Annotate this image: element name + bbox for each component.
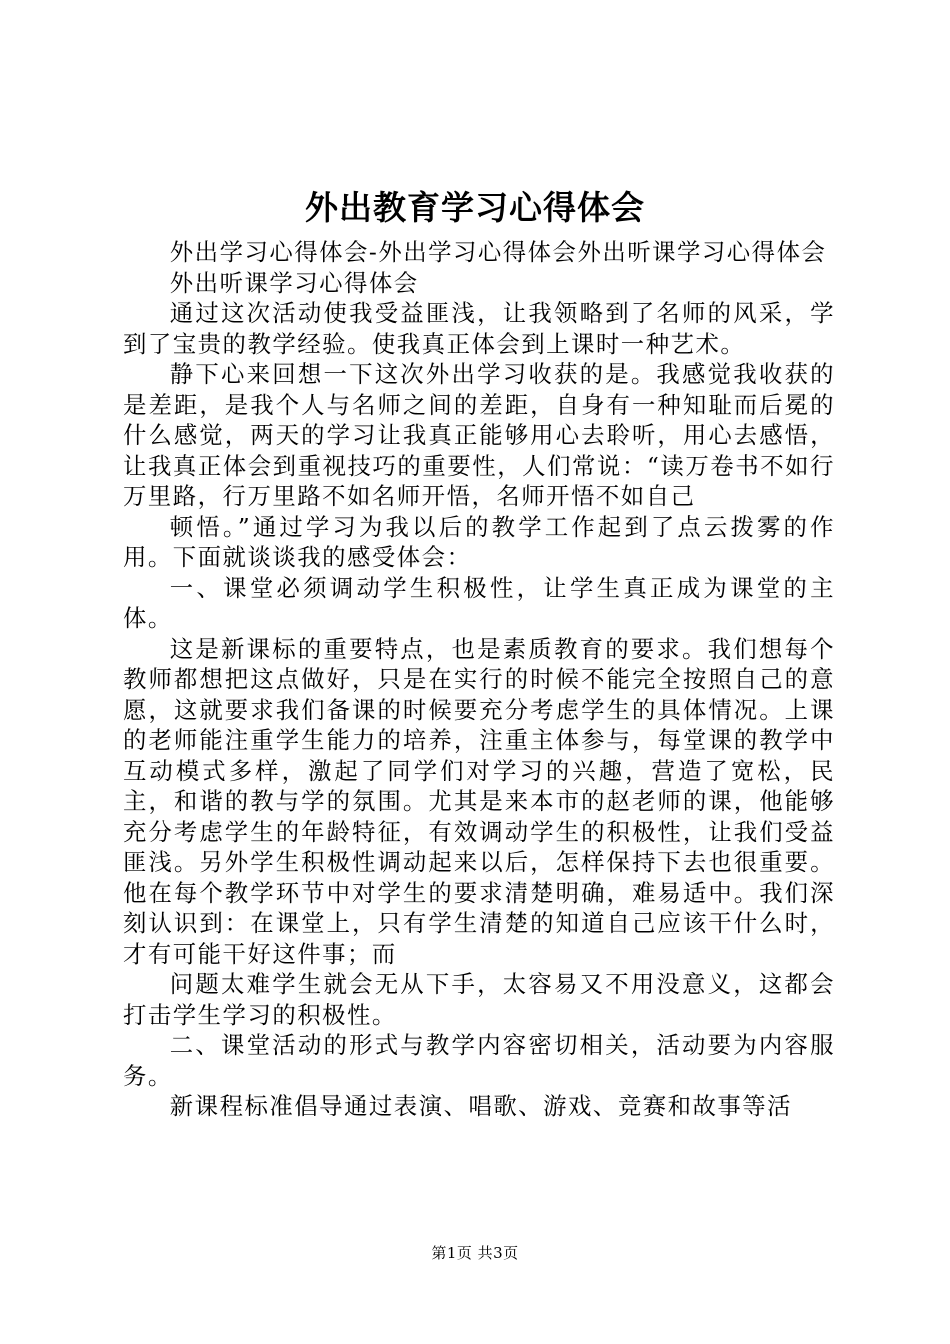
paragraph: 通过这次活动使我受益匪浅，让我领略到了名师的风采，学到了宝贵的教学经验。使我真正体会到上课时一种艺术。 — [123, 299, 835, 358]
paragraph: 一、课堂必须调动学生积极性，让学生真正成为课堂的主体。 — [123, 573, 835, 632]
paragraph: 静下心来回想一下这次外出学习收获的是。我感觉我收获的是差距，是我个人与名师之间的差距，自身有一种知耻而后冕的什么感觉，两天的学习让我真正能够用心去聆听，用心去感悟，让我真正体会到重视技巧的重要性，人们常说：“读万卷书不如行万里路，行万里路不如名师开悟，名师开悟不如自己 — [123, 360, 835, 510]
paragraph: 外出听课学习心得体会 — [169, 268, 419, 297]
paragraph: 顿悟。”通过学习为我以后的教学工作起到了点云拨雾的作用。下面就谈谈我的感受体会： — [123, 512, 835, 571]
document-body — [123, 237, 835, 1122]
paragraph: 问题太难学生就会无从下手，太容易又不用没意义，这都会打击学生学习的积极性。 — [123, 970, 835, 1029]
paragraph: 二、课堂活动的形式与教学内容密切相关，活动要为内容服务。 — [123, 1031, 835, 1090]
paragraph: 新课程标准倡导通过表演、唱歌、游戏、竞赛和故事等活 — [169, 1092, 793, 1120]
page-footer: 第1页 共3页 — [431, 1244, 519, 1262]
paragraph: 这是新课标的重要特点，也是素质教育的要求。我们想每个教师都想把这点做好，只是在实行的时候不能完全按照自己的意愿，这就要求我们备课的时候要充分考虑学生的具体情况。上课的老师能注重学生能力的培养，注重主体参与，每堂课的教学中互动模式多样，激起了同学们对学习的兴趣，营造了宽松，民主，和谐的教与学的氛围。尤其是来本市的赵老师的课，他能够充分考虑学生的年龄特征，有效调动学生的积极性，让我们受益匪浅。另外学生积极性调动起来以后，怎样保持下去也很重要。他在每个教学环节中对学生的要求清楚明确，难易适中。我们深刻认识到：在课堂上，只有学生清楚的知道自己应该干什么时，才有可能干好这件事；而 — [123, 634, 835, 968]
paragraph: 外出学习心得体会-外出学习心得体会外出听课学习心得体会 — [169, 238, 827, 266]
document-title: 外出教育学习心得体会 — [305, 188, 645, 227]
